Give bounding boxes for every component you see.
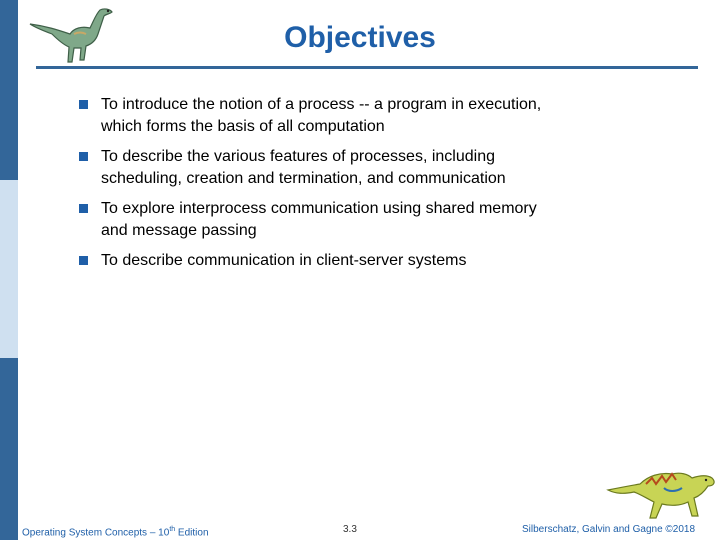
footer-book-sup: th (169, 526, 176, 533)
left-accent-bar (0, 0, 18, 540)
square-bullet-icon (79, 204, 88, 213)
objective-item (76, 198, 666, 242)
title-divider (36, 66, 698, 69)
footer-book-title (22, 522, 209, 538)
objective-item (76, 94, 666, 138)
objective-item (76, 146, 666, 190)
footer-copyright: Silberschatz, Galvin and Gagne ©2018 (522, 524, 696, 535)
objective-line: scheduling, creation and termination, and communication (101, 170, 506, 187)
left-bar-bottom-segment (0, 358, 18, 540)
square-bullet-icon (79, 152, 88, 161)
slide-title (0, 18, 720, 58)
square-bullet-icon (79, 100, 88, 109)
objective-line: To describe communication in client-server systems (101, 252, 467, 269)
dinosaur-icon (606, 462, 720, 524)
square-bullet-icon (79, 256, 88, 265)
objective-item (76, 250, 666, 272)
footer-book-prefix: Operating System Concepts – 10 (22, 527, 170, 539)
left-bar-middle-segment (0, 180, 18, 358)
objective-line: To explore interprocess communication using shared memory (101, 200, 537, 217)
footer-page-number: 3.3 (343, 524, 357, 535)
objectives-list (76, 94, 666, 280)
footer-book-suffix: Edition (175, 527, 209, 539)
objective-line: which forms the basis of all computation (101, 118, 385, 135)
objective-line: To introduce the notion of a process -- a program in execution, (101, 96, 542, 113)
slide-title-text: Objectives (284, 21, 436, 54)
objective-line: and message passing (101, 222, 257, 239)
objective-line: To describe the various features of processes, including (101, 148, 495, 165)
